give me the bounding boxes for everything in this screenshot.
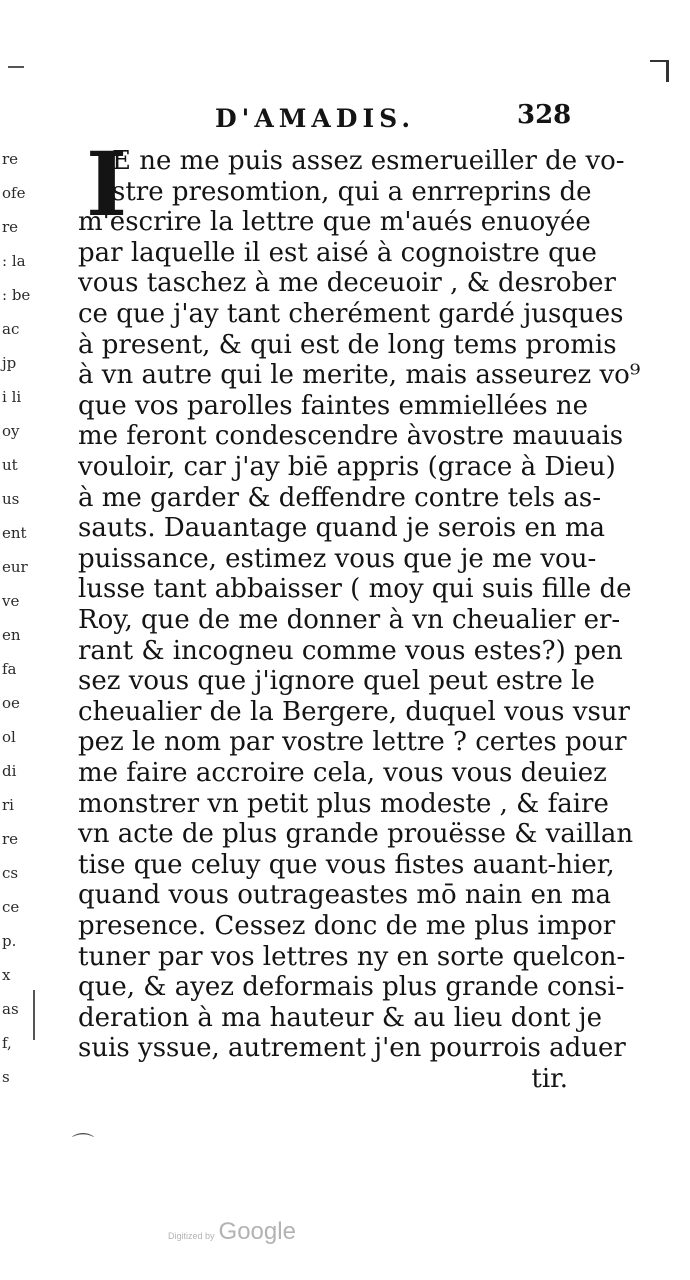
text-line: sez vous que j'ignore quel peut estre le <box>78 666 595 697</box>
bleed-fragment: jp <box>2 354 17 372</box>
text-line: pez le nom par vostre lettre ? certes pour <box>78 727 627 758</box>
text-line: stre presomtion, qui a enrreprins de <box>112 176 592 207</box>
text-line: cheualier de la Bergere, duquel vous vsur <box>78 696 630 727</box>
text-line: quand vous outrageastes mō nain en ma <box>78 880 612 911</box>
bleed-fragment: re <box>2 150 19 168</box>
text-line: me faire accroire cela, vous vous deuiez <box>78 758 607 788</box>
bleed-fragment: p. <box>2 932 17 950</box>
text-line: vn acte de plus grande prouësse & vaillan <box>78 819 634 850</box>
margin-mark <box>650 60 668 62</box>
bleed-fragment: fa <box>2 660 17 678</box>
bleed-fragment: ut <box>2 456 18 474</box>
bleed-fragment: eur <box>2 558 28 576</box>
text-line: Roy, que de me donner à vn cheualier er- <box>78 605 621 635</box>
text-line: tir. <box>531 1064 568 1094</box>
bleed-fragment: en <box>2 626 21 644</box>
text-line: lusse tant abbaisser ( moy qui suis fille de <box>78 574 632 605</box>
bleed-fragment: re <box>2 830 19 848</box>
bleed-fragment: f, <box>2 1034 12 1052</box>
bleed-fragment: as <box>2 1000 19 1018</box>
bleed-fragment: ac <box>2 320 20 338</box>
digitization-watermark <box>168 1218 296 1246</box>
bleed-fragment: ce <box>2 898 20 916</box>
text-line: à present, & qui est de long tems promis <box>78 329 617 360</box>
text-line: m'escrire la lettre que m'aués enuoyée <box>78 207 591 238</box>
text-line: suis yssue, autrement j'en pourrois aduer <box>78 1033 626 1064</box>
bleed-fragment: re <box>2 218 19 236</box>
text-line: monstrer vn petit plus modeste , & faire <box>78 788 609 819</box>
running-head: D'AMADIS. <box>215 104 416 133</box>
margin-mark <box>666 60 669 82</box>
text-line: à vn autre qui le merite, mais asseurez vo⁹ <box>78 360 641 391</box>
bleed-fragment: ofe <box>2 184 26 202</box>
text-line: deration à ma hauteur & au lieu dont je <box>78 1002 602 1033</box>
bleed-fragment: i li <box>2 388 22 406</box>
text-line: tise que celuy que vous fistes auant-hier, <box>78 849 615 880</box>
bleed-fragment: ve <box>2 592 20 610</box>
text-line: rant & incogneu comme vous estes?) pen <box>78 635 623 666</box>
google-logo: Google <box>218 1218 296 1245</box>
text-line: puissance, estimez vous que je me vou- <box>78 543 597 574</box>
bleed-fragment: x <box>2 966 11 984</box>
bleed-fragment: oe <box>2 694 20 712</box>
bleed-fragment: us <box>2 490 20 508</box>
text-line: à me garder & deffendre contre tels as- <box>78 482 602 513</box>
text-line: presence. Cessez donc de me plus impor <box>78 911 616 941</box>
bleed-fragment: ent <box>2 524 27 542</box>
text-line: sauts. Dauantage quand je serois en ma <box>78 513 606 544</box>
ink-curl-mark: ⌒ <box>72 1133 95 1158</box>
text-line: E ne me puis assez esmerueiller de vo- <box>112 146 625 176</box>
bleed-fragment: cs <box>2 864 19 882</box>
bleed-fragment: di <box>2 762 17 780</box>
text-line: vous taschez à me deceuoir , & desrober <box>78 268 616 299</box>
bleed-fragment: : be <box>2 286 31 304</box>
bleed-fragment: s <box>2 1068 10 1086</box>
text-line: que vos parolles faintes emmiellées ne <box>78 390 589 421</box>
margin-mark <box>8 66 24 68</box>
drop-cap: I <box>86 132 128 236</box>
bleed-fragment: oy <box>2 422 20 440</box>
text-line: que, & ayez deformais plus grande consi- <box>78 972 625 1003</box>
bleed-fragment: ri <box>2 796 14 814</box>
text-line: tuner par vos lettres ny en sorte quelcon- <box>78 941 626 972</box>
text-line: ce que j'ay tant cherément gardé jusques <box>78 299 624 329</box>
digitized-by-label: Digitized by <box>168 1231 215 1241</box>
text-line: par laquelle il est aisé à cognoistre que <box>78 237 597 268</box>
text-line: me feront condescendre àvostre mauuais <box>78 421 624 452</box>
text-line: vouloir, car j'ay biē appris (grace à Dieu) <box>78 452 616 482</box>
bleed-fragment: : la <box>2 252 26 270</box>
margin-rule <box>33 990 35 1040</box>
page-number: 328 <box>517 100 572 130</box>
bleed-fragment: ol <box>2 728 16 746</box>
